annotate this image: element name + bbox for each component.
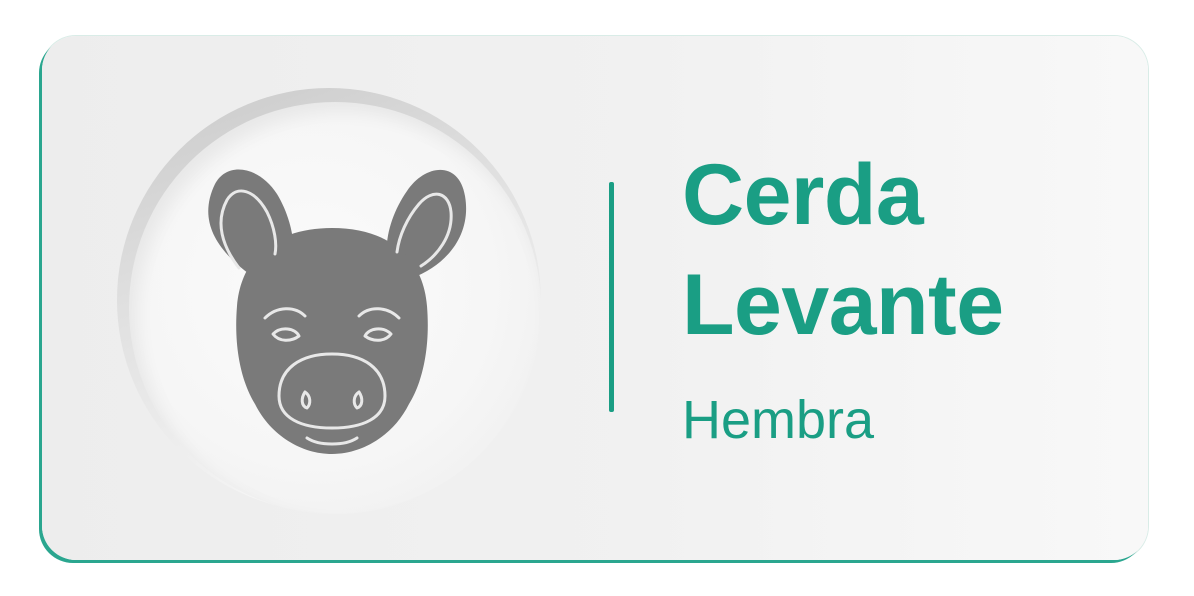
card-title	[682, 140, 1004, 360]
title-line-1: Cerda	[682, 147, 924, 243]
title-line-2: Levante	[682, 257, 1004, 353]
animal-card	[42, 36, 1148, 560]
card-subtitle: Hembra	[682, 390, 875, 450]
divider-line	[609, 182, 614, 412]
pig-face-icon	[197, 156, 467, 476]
